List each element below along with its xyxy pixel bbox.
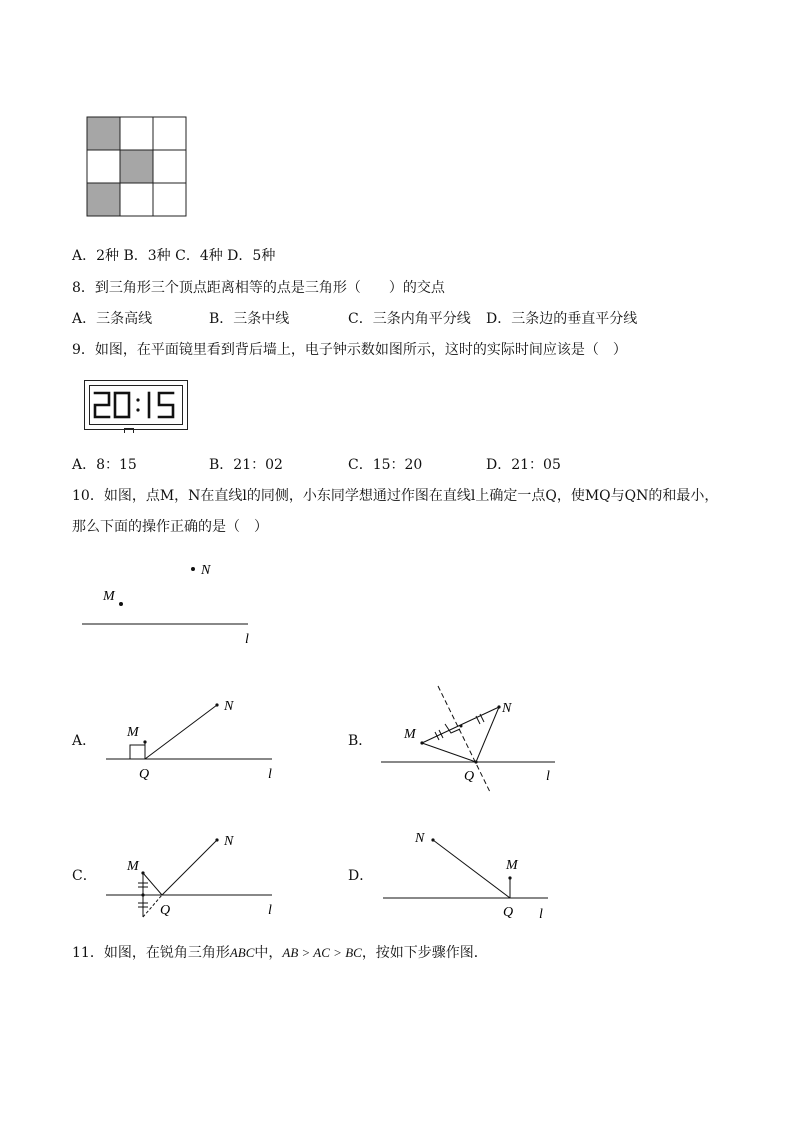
c-m-label: M <box>127 859 139 874</box>
q10-stem-line2: 那么下面的操作正确的是（ ） <box>72 519 268 535</box>
q7-options: A．2种 B．3种 C．4种 D．5种 <box>72 248 276 264</box>
clock-digits <box>91 387 181 423</box>
q11-stem <box>72 944 488 962</box>
q8-option-c: C．三条内角平分线 <box>348 311 471 327</box>
grid-cell <box>87 150 120 183</box>
q8-stem: 8．到三角形三个顶点距离相等的点是三角形（ ）的交点 <box>72 280 445 296</box>
d-n-label: N <box>415 831 425 846</box>
q10-main-figure <box>70 555 290 655</box>
d-l-label: l <box>539 907 543 922</box>
q9-option-a: A．8：15 <box>72 457 137 473</box>
q8-option-d: D．三条边的垂直平分线 <box>486 311 638 327</box>
point-m-label: M <box>103 589 115 604</box>
q8-option-a: A．三条高线 <box>72 311 153 327</box>
q11-mid: 中， <box>254 945 283 961</box>
q9-stem: 9．如图，在平面镜里看到背后墙上，电子钟示数如图所示，这时的实际时间应该是（ ） <box>72 342 627 358</box>
q9-option-b: B．21：02 <box>209 457 283 473</box>
b-n-label: N <box>502 701 512 716</box>
grid-cell-shaded <box>87 183 120 216</box>
q10-option-d-letter: D． <box>348 868 374 884</box>
q10-option-b-figure <box>375 680 565 795</box>
grid-cell <box>120 117 153 150</box>
q9-option-c: C．15：20 <box>348 457 423 473</box>
b-l-label: l <box>546 769 550 784</box>
c-n-label: N <box>224 834 234 849</box>
grid-cell <box>153 183 186 216</box>
c-l-label: l <box>268 903 272 918</box>
clock-stand <box>124 428 134 433</box>
b-m-label: M <box>404 727 416 742</box>
q10-option-b-letter: B． <box>348 733 373 749</box>
digital-clock <box>84 380 188 430</box>
d-q-label: Q <box>503 905 514 920</box>
q10-option-a-figure <box>100 690 290 790</box>
b-q-label: Q <box>464 769 475 784</box>
q10-option-d-figure <box>375 820 565 925</box>
q11-triangle-name: ABC <box>229 945 255 960</box>
q11-suffix: ，按如下步骤作图． <box>361 945 488 961</box>
c-q-label: Q <box>160 903 171 918</box>
q10-option-c-figure <box>100 825 290 925</box>
q10-stem-line1: 10．如图，点M，N在直线l的同侧，小东同学想通过作图在直线l上确定一点Q，使MQ与QN的和最小， <box>72 488 719 504</box>
d-m-label: M <box>506 858 518 873</box>
grid-cell <box>120 183 153 216</box>
q8-option-b: B．三条中线 <box>209 311 290 327</box>
q11-inequality: AB > AC > BC <box>282 945 362 960</box>
q9-option-d: D．21：05 <box>486 457 561 473</box>
line-l-label: l <box>245 632 249 647</box>
q11-prefix: 11．如图，在锐角三角形 <box>72 945 230 961</box>
a-q-label: Q <box>139 767 150 782</box>
point-n-label: N <box>201 563 211 578</box>
q10-option-c-letter: C． <box>72 868 97 884</box>
a-l-label: l <box>268 767 272 782</box>
grid-cell-shaded <box>87 117 120 150</box>
a-n-label: N <box>224 699 234 714</box>
grid-cell <box>153 117 186 150</box>
a-m-label: M <box>127 725 139 740</box>
q10-option-a-letter: A． <box>72 733 97 749</box>
q7-grid-figure <box>86 116 188 218</box>
grid-cell-shaded <box>120 150 153 183</box>
grid-cell <box>153 150 186 183</box>
